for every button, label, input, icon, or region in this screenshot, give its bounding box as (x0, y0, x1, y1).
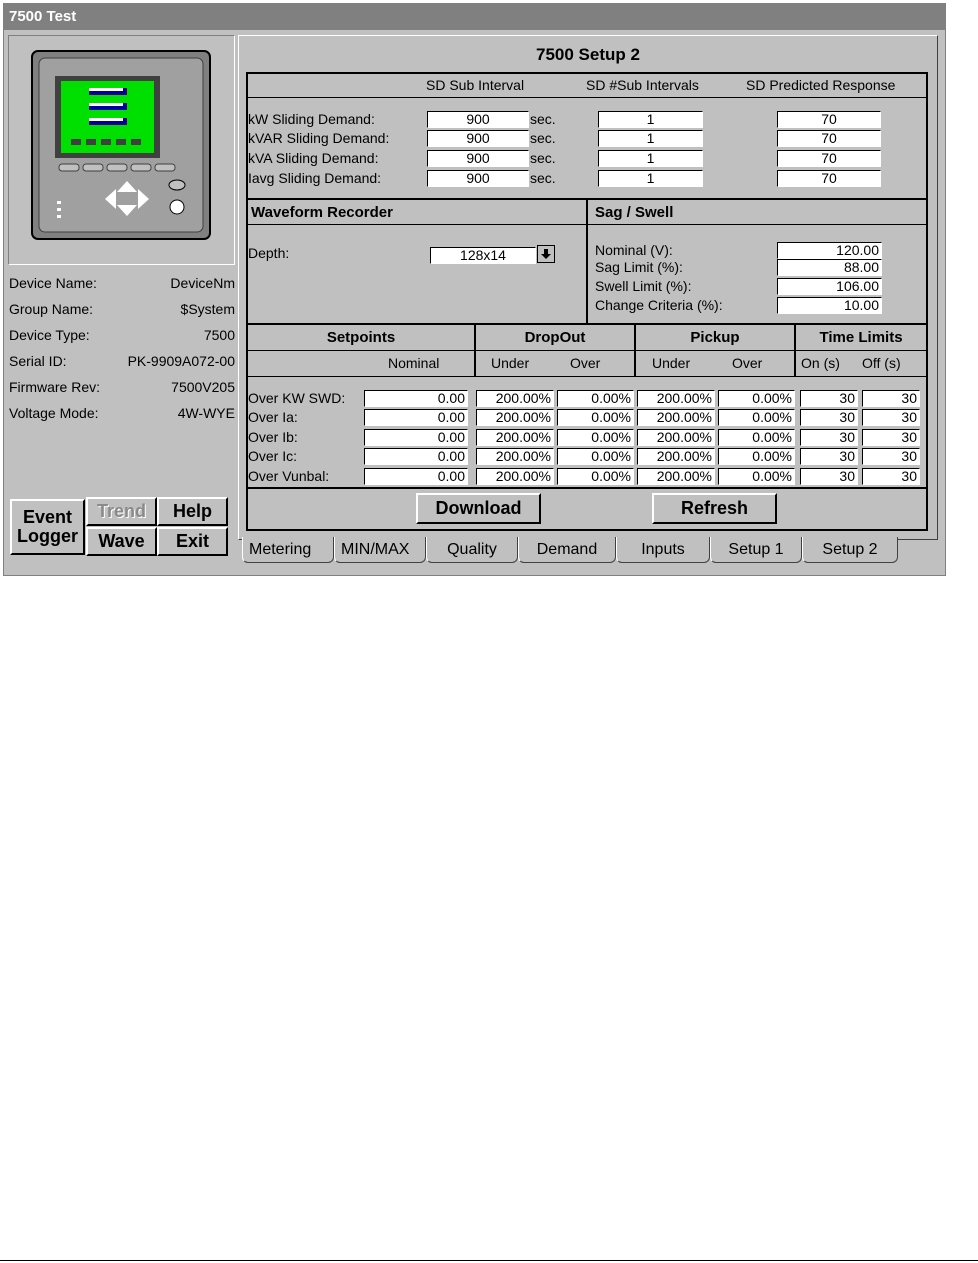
sd-subintervals-input[interactable]: 1 (598, 130, 703, 147)
sag-swell-input[interactable]: 10.00 (777, 297, 882, 314)
dropout-under-input[interactable]: 200.00% (476, 390, 554, 407)
tab-demand[interactable]: Demand (518, 537, 616, 563)
meter-device-icon (9, 36, 234, 264)
sliding-demand-section (246, 72, 928, 200)
pickup-over-input[interactable]: 0.00% (718, 429, 795, 446)
time-limits-header: Time Limits (819, 329, 903, 346)
col-sd-predicted-response: SD Predicted Response (746, 77, 896, 93)
sag-swell-title: Sag / Swell (595, 204, 674, 221)
device-info-value: DeviceNm (170, 275, 235, 291)
nominal-input[interactable]: 0.00 (364, 429, 468, 446)
sd-row-label: Iavg Sliding Demand: (248, 170, 382, 186)
on-input[interactable]: 30 (800, 448, 858, 465)
sag-swell-label: Change Criteria (%): (595, 297, 723, 313)
sd-subintervals-input[interactable]: 1 (598, 170, 703, 187)
device-info-label: Firmware Rev: (9, 379, 101, 395)
sag-swell-label: Swell Limit (%): (595, 278, 692, 294)
setpoint-row-label: Over Ib: (248, 429, 298, 445)
sd-response-input[interactable]: 70 (777, 130, 881, 147)
pickup-over-input[interactable]: 0.00% (718, 448, 795, 465)
sd-interval-input[interactable]: 900 (427, 170, 529, 187)
window-title: 7500 Test (4, 4, 945, 30)
event-logger-button[interactable] (10, 499, 85, 555)
sd-unit: sec. (530, 130, 556, 146)
device-info-label: Voltage Mode: (9, 405, 99, 421)
pickup-under-input[interactable]: 200.00% (637, 390, 715, 407)
tab-inputs[interactable]: Inputs (616, 537, 710, 563)
setup-panel (238, 35, 938, 540)
tab-min-max[interactable]: MIN/MAX (334, 537, 426, 563)
device-info-value: PK-9909A072-00 (127, 353, 235, 369)
tab-bar (242, 537, 922, 567)
dropout-over-subheader: Over (570, 355, 601, 371)
pickup-over-subheader: Over (732, 355, 763, 371)
device-picture-panel (8, 35, 235, 265)
divider (248, 376, 926, 377)
dropout-over-input[interactable]: 0.00% (557, 409, 634, 426)
sag-swell-input[interactable]: 88.00 (777, 259, 882, 276)
sd-interval-input[interactable]: 900 (427, 111, 529, 128)
sd-row-label: kVAR Sliding Demand: (248, 130, 390, 146)
device-info-label: Device Type: (9, 327, 90, 343)
sag-swell-input[interactable]: 106.00 (777, 278, 882, 295)
off-input[interactable]: 30 (862, 448, 920, 465)
tab-quality[interactable]: Quality (426, 537, 518, 563)
on-input[interactable]: 30 (800, 468, 858, 485)
setpoint-row-label: Over Ia: (248, 409, 298, 425)
sd-interval-input[interactable]: 900 (427, 130, 529, 147)
page-title: 7500 Setup 2 (536, 45, 640, 64)
sd-row-label: kW Sliding Demand: (248, 111, 375, 127)
dropout-over-input[interactable]: 0.00% (557, 468, 634, 485)
setpoints-header: Setpoints (326, 329, 396, 346)
sag-swell-label: Nominal (V): (595, 242, 673, 258)
depth-label: Depth: (248, 245, 290, 261)
dropout-over-input[interactable]: 0.00% (557, 448, 634, 465)
pickup-header: Pickup (690, 329, 740, 346)
col-sd-sub-interval: SD Sub Interval (426, 77, 525, 93)
logger-label: Logger (17, 526, 78, 546)
device-info-value: $System (180, 301, 235, 317)
off-input[interactable]: 30 (862, 429, 920, 446)
sag-swell-label: Sag Limit (%): (595, 259, 683, 275)
sd-subintervals-input[interactable]: 1 (598, 111, 703, 128)
setpoint-row-label: Over Ic: (248, 448, 298, 464)
dropout-under-input[interactable]: 200.00% (476, 409, 554, 426)
off-input[interactable]: 30 (862, 409, 920, 426)
waveform-sag-section (246, 198, 928, 325)
device-info-label: Group Name: (9, 301, 94, 317)
dropout-under-input[interactable]: 200.00% (476, 429, 554, 446)
device-info-label: Serial ID: (9, 353, 67, 369)
trend-button[interactable]: Trend (86, 497, 157, 526)
on-subheader: On (s) (801, 355, 840, 371)
download-button[interactable]: Download (416, 493, 541, 524)
tab-setup-2[interactable]: Setup 2 (802, 537, 898, 563)
sd-unit: sec. (530, 111, 556, 127)
dropout-header: DropOut (524, 329, 586, 346)
dropout-under-subheader: Under (491, 355, 530, 371)
action-section (246, 487, 928, 531)
refresh-button[interactable]: Refresh (652, 493, 777, 524)
pickup-under-input[interactable]: 200.00% (637, 429, 715, 446)
off-subheader: Off (s) (862, 355, 901, 371)
sd-response-input[interactable]: 70 (777, 150, 881, 167)
nominal-input[interactable]: 0.00 (364, 448, 468, 465)
page-bottom-rule (0, 1260, 978, 1261)
exit-button[interactable]: Exit (157, 527, 228, 556)
sag-swell-input[interactable]: 120.00 (777, 242, 882, 259)
divider (248, 224, 926, 225)
dropout-under-input[interactable]: 200.00% (476, 448, 554, 465)
on-input[interactable]: 30 (800, 429, 858, 446)
pickup-over-input[interactable]: 0.00% (718, 390, 795, 407)
tab-setup-1[interactable]: Setup 1 (710, 537, 802, 563)
col-sd-sub-intervals: SD #Sub Intervals (586, 77, 699, 93)
divider (586, 200, 588, 323)
on-input[interactable]: 30 (800, 390, 858, 407)
pickup-over-input[interactable]: 0.00% (718, 409, 795, 426)
device-info-panel (8, 270, 235, 490)
waveform-recorder-title: Waveform Recorder (251, 204, 393, 221)
pickup-under-input[interactable]: 200.00% (637, 448, 715, 465)
setpoint-row-label: Over Vunbal: (248, 468, 330, 484)
pickup-under-subheader: Under (652, 355, 691, 371)
depth-dropdown-button[interactable] (537, 245, 555, 263)
wave-button[interactable]: Wave (86, 527, 157, 556)
sd-unit: sec. (530, 150, 556, 166)
on-input[interactable]: 30 (800, 409, 858, 426)
arrow-down-icon (538, 246, 554, 262)
sd-row-label: kVA Sliding Demand: (248, 150, 379, 166)
sd-response-input[interactable]: 70 (777, 111, 881, 128)
setpoints-section (246, 323, 928, 489)
setpoint-row-label: Over KW SWD: (248, 390, 346, 406)
nominal-subheader: Nominal (388, 355, 440, 371)
off-input[interactable]: 30 (862, 390, 920, 407)
off-input[interactable]: 30 (862, 468, 920, 485)
divider (248, 350, 926, 351)
tab-metering[interactable]: Metering (242, 537, 334, 563)
depth-select[interactable]: 128x14 (430, 247, 536, 264)
nominal-input[interactable]: 0.00 (364, 390, 468, 407)
divider (248, 97, 926, 98)
app-window (3, 3, 946, 576)
pickup-under-input[interactable]: 200.00% (637, 468, 715, 485)
device-info-value: 4W-WYE (177, 405, 235, 421)
dropout-over-input[interactable]: 0.00% (557, 390, 634, 407)
dropout-over-input[interactable]: 0.00% (557, 429, 634, 446)
help-button[interactable]: Help (157, 497, 228, 526)
sd-subintervals-input[interactable]: 1 (598, 150, 703, 167)
sd-interval-input[interactable]: 900 (427, 150, 529, 167)
sd-unit: sec. (530, 170, 556, 186)
device-info-label: Device Name: (9, 275, 97, 291)
event-label: Event (22, 507, 73, 527)
nominal-input[interactable]: 0.00 (364, 468, 468, 485)
device-info-value: 7500 (203, 327, 235, 343)
pickup-over-input[interactable]: 0.00% (718, 468, 795, 485)
pickup-under-input[interactable]: 200.00% (637, 409, 715, 426)
dropout-under-input[interactable]: 200.00% (476, 468, 554, 485)
sd-response-input[interactable]: 70 (777, 170, 881, 187)
device-info-value: 7500V205 (171, 379, 235, 395)
nominal-input[interactable]: 0.00 (364, 409, 468, 426)
